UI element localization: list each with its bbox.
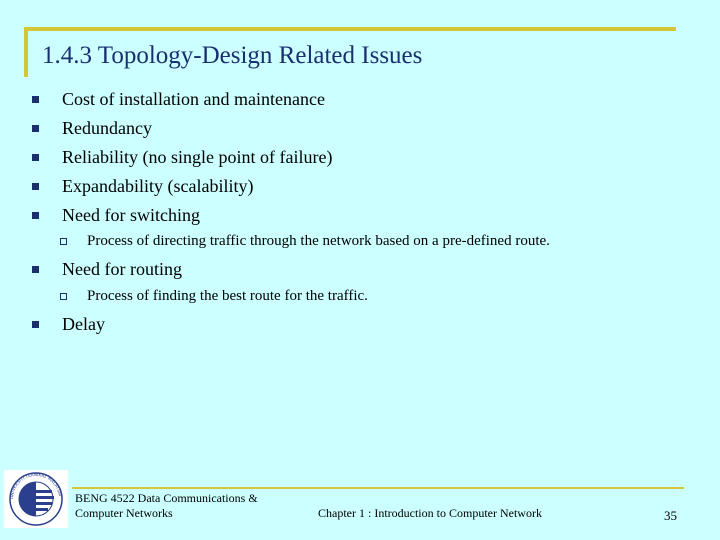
bullet-square-icon [32, 125, 39, 132]
footer-course [75, 491, 258, 521]
bullet-text: Need for routing [62, 259, 182, 279]
bullet-square-icon [32, 212, 39, 219]
svg-text:UNIVERSITI TEKNIKAL MALAYSIA M: UNIVERSITI TEKNIKAL MALAYSIA [9, 472, 62, 500]
hollow-square-bullet-icon [60, 293, 67, 300]
sub-bullet-text: Process of directing traffic through the network based on a pre-defined route. [87, 233, 550, 249]
title-frame-top-rule [24, 27, 676, 31]
bullet-text: Delay [62, 314, 105, 334]
page-number: 35 [664, 508, 677, 523]
bullet-text: Cost of installation and maintenance [62, 89, 325, 109]
footer-divider [72, 487, 684, 489]
bullet-text: Expandability (scalability) [62, 176, 254, 196]
bullet-square-icon [32, 154, 39, 161]
bullet-text: Reliability (no single point of failure) [62, 147, 333, 167]
bullet-square-icon [32, 96, 39, 103]
bullet-square-icon [32, 321, 39, 328]
bullet-text: Need for switching [62, 205, 200, 225]
footer-course-line1: BENG 4522 Data Communications & [75, 491, 258, 505]
bullet-square-icon [32, 266, 39, 273]
slide-title: 1.4.3 Topology-Design Related Issues [42, 42, 423, 69]
bullet-text: Redundancy [62, 118, 152, 138]
footer-chapter: Chapter 1 : Introduction to Computer Network [318, 506, 542, 520]
footer-course-line2: Computer Networks [75, 506, 173, 520]
title-frame-left-rule [24, 27, 28, 77]
sub-bullet-text: Process of finding the best route for the traffic. [87, 288, 368, 304]
hollow-square-bullet-icon [60, 238, 67, 245]
bullet-square-icon [32, 183, 39, 190]
university-seal-icon [4, 470, 68, 528]
